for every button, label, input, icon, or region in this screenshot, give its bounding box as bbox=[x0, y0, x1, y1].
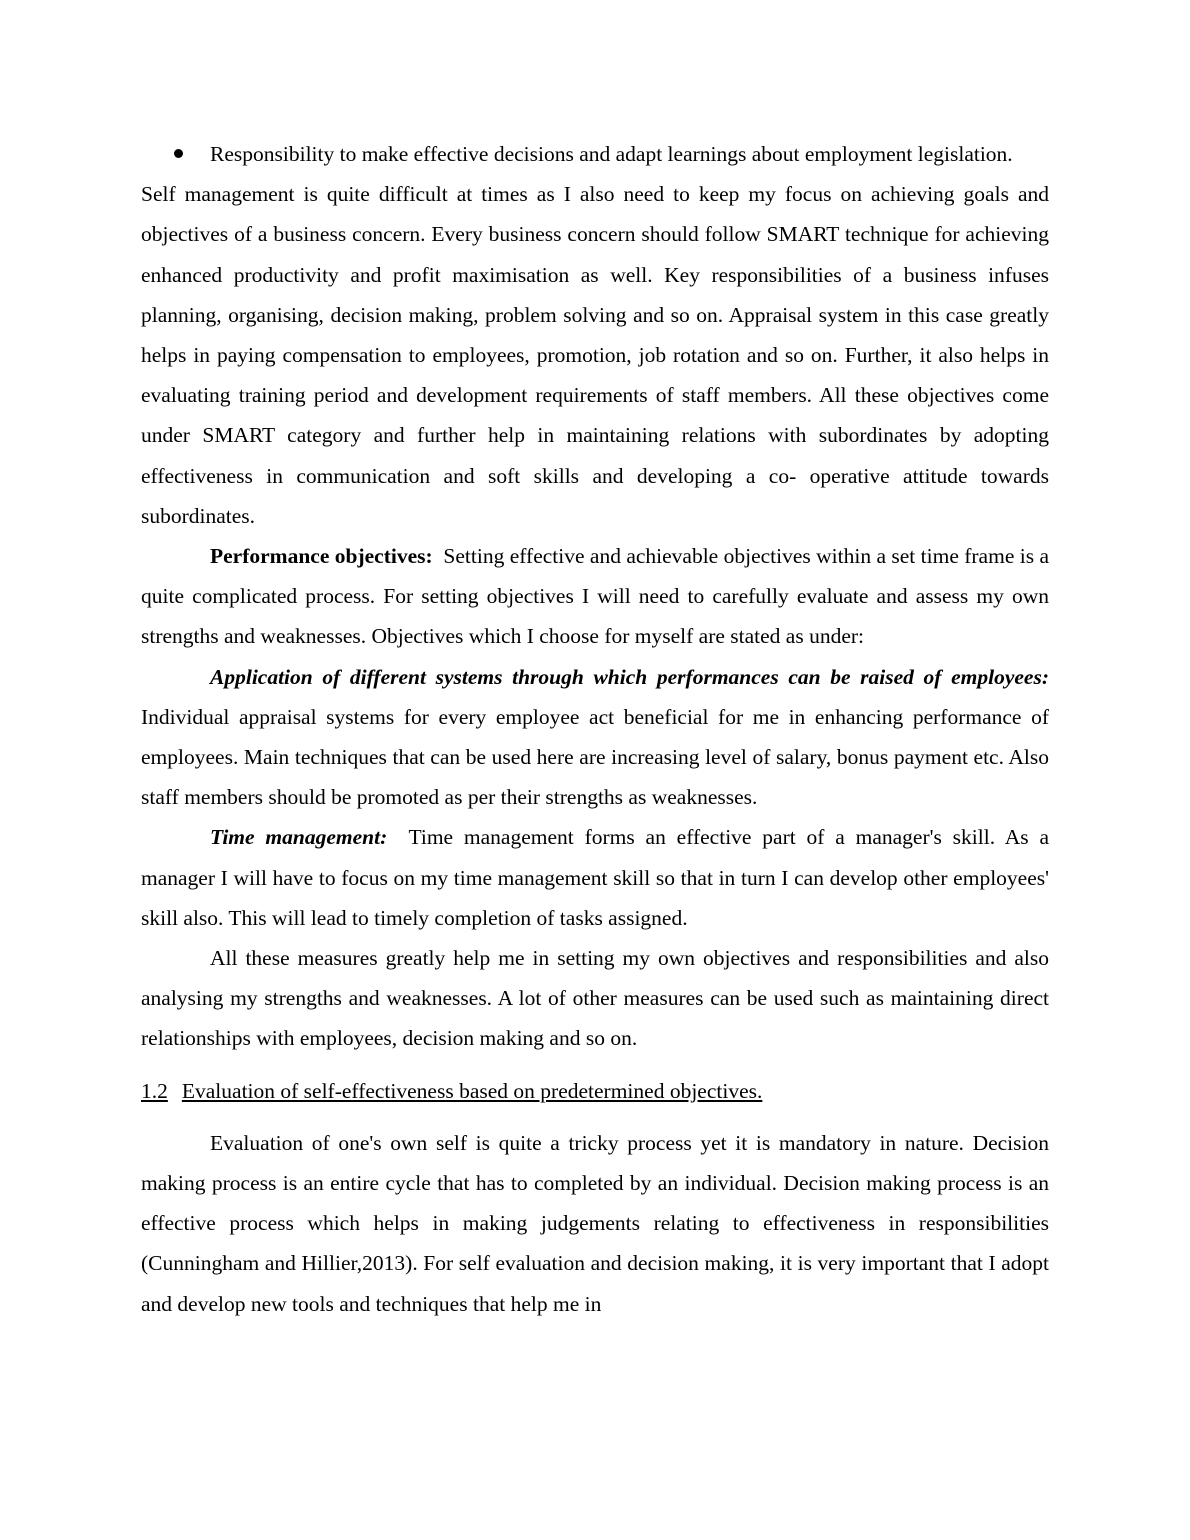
performance-objectives-text: Setting effective and achievable objectives within a set time frame is a quite complicated process. For setting objectives I will need to carefully evaluate and assess my own strengths and weaknesses. Objectives which I choose for myself are stated as under: bbox=[141, 544, 1050, 649]
bullet-text: Responsibility to make effective decisions and adapt learnings about employment legislation. bbox=[210, 142, 1013, 166]
time-management-text: Time management forms an effective part of a manager's skill. As a manager I will have to focus on my time management skill so that in turn I can develop other employees' skill also. This will lead to timely completion of tasks assigned. bbox=[141, 825, 1049, 930]
document-page bbox=[141, 134, 1049, 1324]
application-systems-label: Application of different systems through which performances can be raised of employees: bbox=[210, 664, 1049, 689]
paragraph-performance-objectives bbox=[141, 536, 1049, 657]
application-systems-text: Individual appraisal systems for every employee act beneficial for me in enhancing performance of employees. Main techniques that can be used here are increasing level of salary, bonus payment etc. Also staff members should be promoted as per their strengths as weaknesses. bbox=[141, 704, 1049, 810]
section-number: 1.2 bbox=[141, 1078, 168, 1103]
paragraph-measures: All these measures greatly help me in setting my own objectives and responsibilities and also analysing my strengths and weaknesses. A lot of other measures can be used such as maintaining direct relationships with employees, decision making and so on. bbox=[141, 946, 1049, 1051]
paragraph-application-systems bbox=[141, 657, 1049, 818]
bullet-icon bbox=[174, 149, 183, 158]
time-management-label: Time management: bbox=[210, 825, 388, 850]
paragraph-time-management bbox=[141, 817, 1049, 938]
paragraph-self-evaluation: Evaluation of one's own self is quite a tricky process yet it is mandatory in nature. Decision making process is an entire cycle that has to completed by an individual. Decision making process is an effective process which helps in making judgements relating to effectiveness in responsibilities (Cunningham and Hillier,2013). For self evaluation and decision making, it is very important that I adopt and develop new tools and techniques that help me in bbox=[141, 1130, 1049, 1316]
bullet-list bbox=[141, 134, 1049, 174]
paragraph-self-management: Self management is quite difficult at times as I also need to keep my focus on achieving goals and objectives of a business concern. Every business concern should follow SMART technique for achieving enhanced productivity and profit maximisation as well. Key responsibilities of a business infuses planning, organising, decision making, problem solving and so on. Appraisal system in this case greatly helps in paying compensation to employees, promotion, job rotation and so on. Further, it also helps in evaluating training period and development requirements of staff members. All these objectives come under SMART category and further help in maintaining relations with subordinates by adopting effectiveness in communication and soft skills and developing a co- operative attitude towards subordinates. bbox=[141, 182, 1049, 528]
section-heading bbox=[141, 1071, 1049, 1111]
bullet-item bbox=[141, 134, 1049, 174]
section-title: Evaluation of self-effectiveness based on predetermined objectives. bbox=[181, 1078, 763, 1103]
performance-objectives-label: Performance objectives: bbox=[210, 544, 433, 569]
